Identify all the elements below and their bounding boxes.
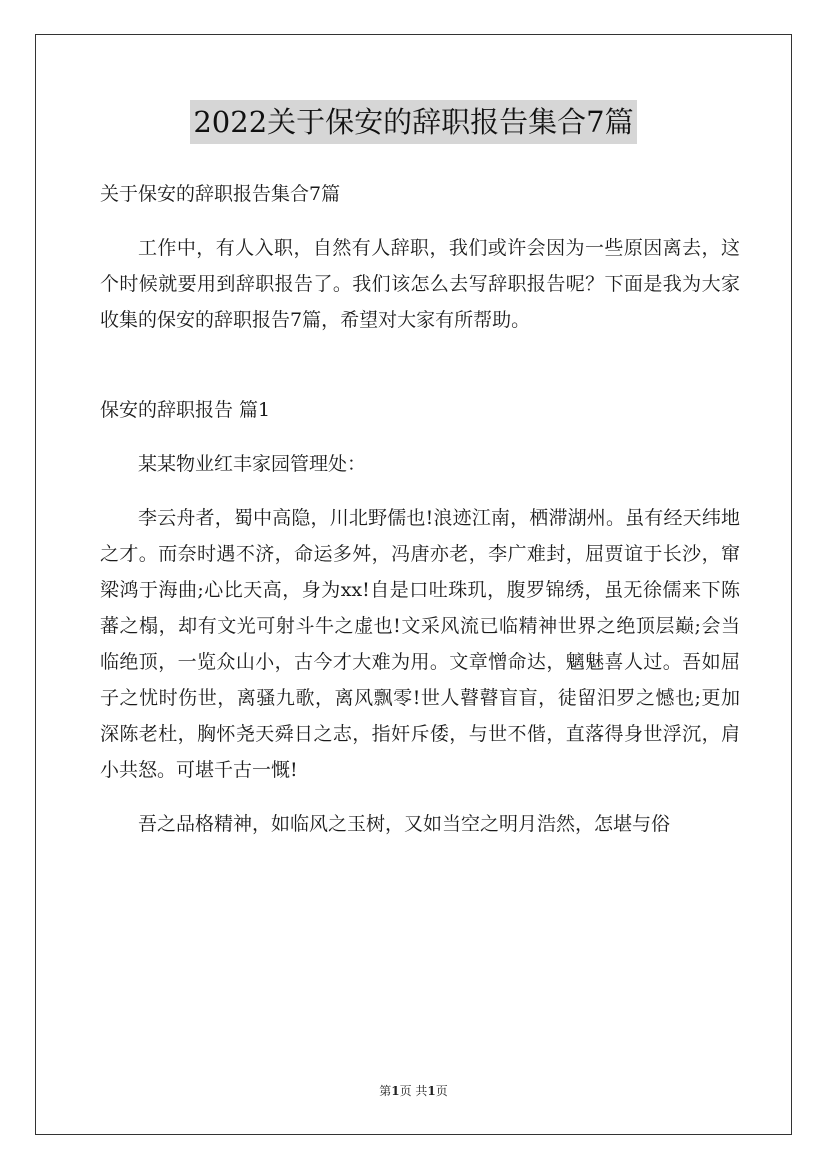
title-container — [0, 100, 827, 144]
footer-page-suffix: 页 — [435, 1084, 448, 1098]
intro-paragraph: 工作中，有人入职，自然有人辞职，我们或许会因为一些原因离去，这个时候就要用到辞职报告了。我们该怎么去写辞职报告呢？下面是我为大家收集的保安的辞职报告7篇，希望对大家有所帮助。 — [100, 237, 740, 331]
section-heading: 保安的辞职报告 篇1 — [100, 399, 271, 421]
page-footer — [0, 1083, 827, 1099]
document-body — [100, 176, 740, 842]
footer-page-total: 1 — [427, 1084, 436, 1098]
footer-page-mid: 页 共 — [399, 1084, 428, 1098]
footer-page-prefix: 第 — [379, 1084, 392, 1098]
document-subtitle: 关于保安的辞职报告集合7篇 — [100, 183, 341, 205]
salutation: 某某物业红丰家园管理处： — [138, 453, 367, 475]
body-paragraph-2: 吾之品格精神，如临风之玉树，又如当空之明月浩然，怎堪与俗 — [138, 813, 671, 835]
document-title: 2022关于保安的辞职报告集合7篇 — [190, 100, 636, 144]
section-spacer — [100, 338, 740, 392]
footer-page-number: 1 — [391, 1084, 400, 1098]
body-paragraph-1: 李云舟者，蜀中高隐，川北野儒也!浪迹江南，栖滞湖州。虽有经天纬地之才。而奈时遇不济，命运多舛，冯唐亦老，李广难封，屈贾谊于长沙，窜梁鸿于海曲;心比天高，身为xx!自是口吐珠玑，腹罗锦绣，虽无徐儒来下陈蕃之榻，却有文光可射斗牛之虚也!文采风流已临精神世界之绝顶层巅;会当临绝顶，一览众山小，古今才大难为用。文章憎命达，魑魅喜人过。吾如屈子之忧时伤世，离骚九歌，离风飘零!世人瞽瞽盲盲，徒留汨罗之憾也;更加深陈老杜，胸怀尧天舜日之志，指奸斥倭，与世不偕，直落得身世浮沉，肩小共怒。可堪千古一慨! — [100, 507, 740, 781]
